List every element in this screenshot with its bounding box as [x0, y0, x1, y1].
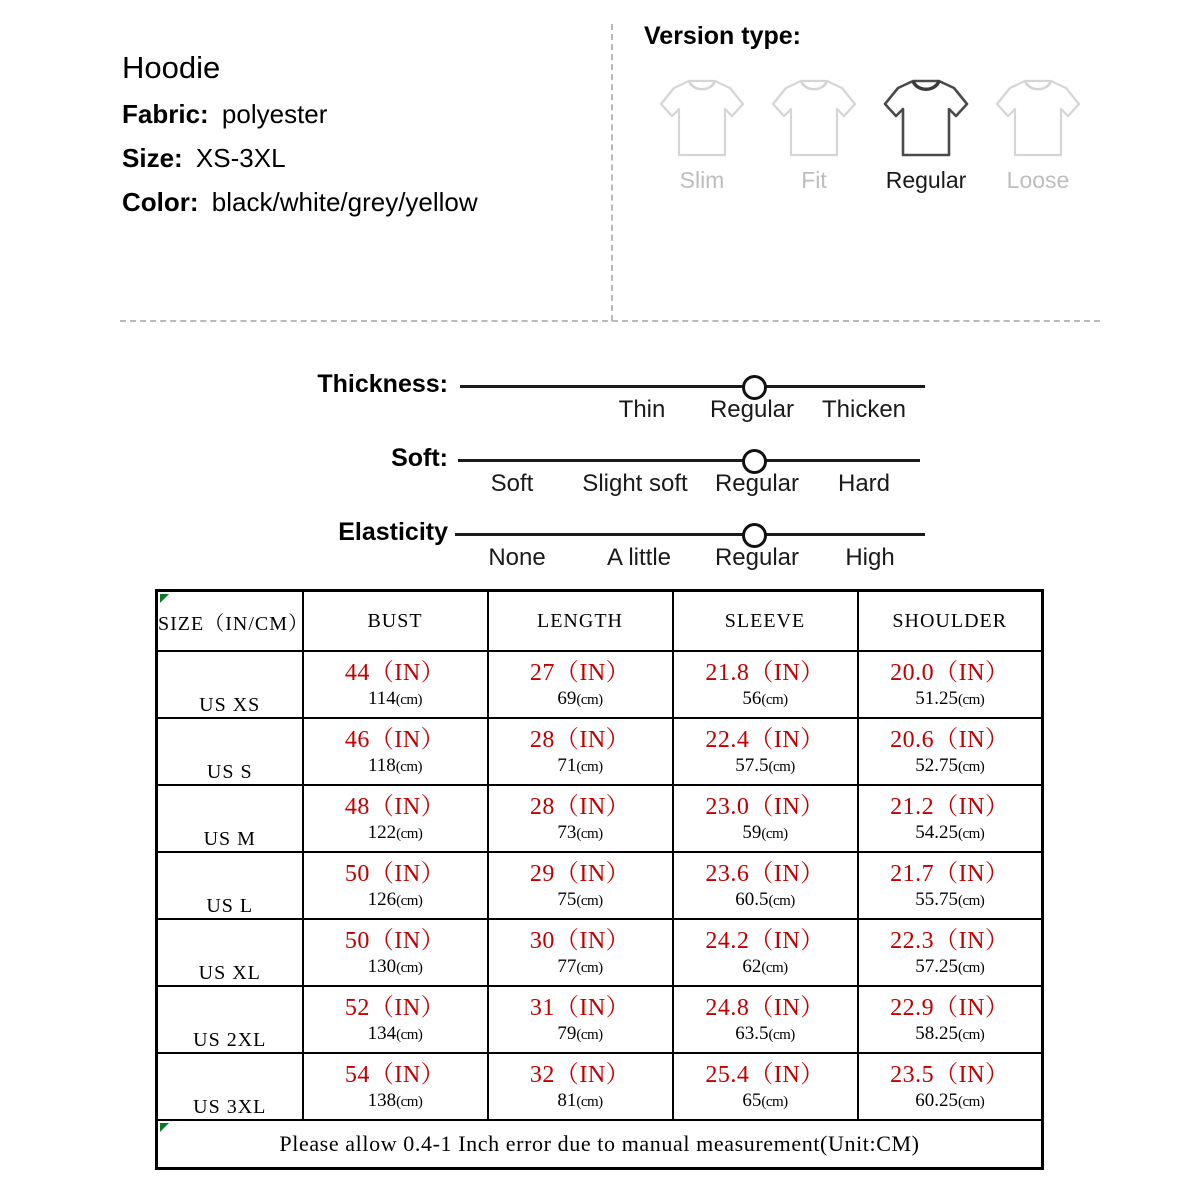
value-inch: 54（IN） [344, 1061, 446, 1088]
cell-bust [303, 919, 488, 986]
value-inch: 21.8（IN） [705, 659, 825, 686]
cell-sleeve [673, 718, 858, 785]
cell-sleeve [673, 919, 858, 986]
value-inch: 22.3（IN） [890, 927, 1010, 954]
value-inch: 29（IN） [529, 860, 631, 887]
cell-length [488, 986, 673, 1053]
value-cm: 81(cm) [557, 1089, 603, 1111]
dashed-horizontal-divider [120, 320, 1100, 322]
version-option-label: Loose [1006, 167, 1070, 193]
value-cm: 51.25(cm) [915, 687, 985, 709]
slider-tick: Soft [490, 470, 534, 497]
column-header-size [157, 591, 309, 652]
size-chart-table [155, 589, 1044, 1170]
product-info-block [122, 52, 602, 233]
cell-shoulder [858, 852, 1043, 919]
row-size-label: US 2XL [157, 986, 303, 1053]
cell-bust [303, 651, 488, 718]
spec-value-fabric: polyester [221, 99, 328, 129]
value-inch: 21.7（IN） [890, 860, 1010, 887]
row-size-label: US L [157, 852, 303, 919]
spec-value-color: black/white/grey/yellow [211, 187, 478, 217]
attribute-label: Soft: [391, 444, 448, 472]
slider-tick: Thicken [821, 396, 907, 423]
table-row [157, 718, 1043, 785]
row-size-label: US XL [157, 919, 303, 986]
slider-track[interactable] [455, 533, 925, 536]
row-size-label: US S [157, 718, 303, 785]
cell-length [488, 852, 673, 919]
value-inch: 32（IN） [529, 1061, 631, 1088]
version-option-label: Slim [679, 167, 725, 193]
product-title: Hoodie [122, 50, 221, 85]
cell-bust [303, 852, 488, 919]
cell-length [488, 1053, 673, 1120]
value-cm: 60.5(cm) [735, 888, 795, 910]
column-header-bust: BUST [303, 591, 488, 652]
spec-label-fabric: Fabric: [122, 99, 209, 129]
product-header-section [0, 0, 1200, 322]
footer-note-cell [157, 1120, 1043, 1169]
value-inch: 23.5（IN） [890, 1061, 1010, 1088]
cell-length [488, 651, 673, 718]
slider-tick: Thin [618, 396, 666, 423]
tshirt-icon [990, 71, 1086, 163]
value-inch: 28（IN） [529, 793, 631, 820]
cell-shoulder [858, 651, 1043, 718]
value-cm: 122(cm) [367, 821, 423, 843]
value-inch: 44（IN） [344, 659, 446, 686]
value-inch: 22.9（IN） [890, 994, 1010, 1021]
value-cm: 62(cm) [742, 955, 788, 977]
row-size-label: US M [157, 785, 303, 852]
value-cm: 130(cm) [367, 955, 423, 977]
value-cm: 55.75(cm) [915, 888, 985, 910]
value-inch: 24.8（IN） [705, 994, 825, 1021]
table-row [157, 852, 1043, 919]
value-inch: 48（IN） [344, 793, 446, 820]
cell-bust [303, 785, 488, 852]
table-row [157, 651, 1043, 718]
slider-tick: None [488, 544, 546, 571]
row-size-label: US XS [157, 651, 303, 718]
value-cm: 118(cm) [367, 754, 423, 776]
slider-tick: Regular [714, 470, 800, 497]
slider-track[interactable] [460, 385, 925, 388]
cell-bust [303, 986, 488, 1053]
value-cm: 73(cm) [557, 821, 603, 843]
value-cm: 59(cm) [742, 821, 788, 843]
cell-marker-icon [160, 1123, 169, 1132]
value-inch: 50（IN） [344, 860, 446, 887]
slider-tick: Regular [709, 396, 795, 423]
cell-sleeve [673, 986, 858, 1053]
value-cm: 57.25(cm) [915, 955, 985, 977]
value-cm: 57.5(cm) [735, 754, 795, 776]
column-header-shoulder: SHOULDER [858, 591, 1043, 652]
version-type-options [646, 71, 1094, 192]
version-option-loose[interactable] [982, 71, 1094, 192]
slider-tick-labels [455, 546, 925, 580]
version-option-regular[interactable] [870, 71, 982, 192]
value-cm: 54.25(cm) [915, 821, 985, 843]
version-option-label: Regular [885, 167, 967, 193]
row-size-label: US 3XL [157, 1053, 303, 1120]
attribute-slider-elasticity [0, 510, 1200, 584]
cell-shoulder [858, 1053, 1043, 1120]
slider-tick-labels [458, 472, 920, 506]
spec-label-color: Color: [122, 187, 199, 217]
cell-shoulder [858, 986, 1043, 1053]
slider-tick: Hard [837, 470, 891, 497]
tshirt-icon [878, 71, 974, 163]
value-inch: 27（IN） [529, 659, 631, 686]
slider-tick: Regular [714, 544, 800, 571]
value-inch: 28（IN） [529, 726, 631, 753]
column-header-label: SIZE（IN/CM） [158, 612, 309, 635]
value-cm: 75(cm) [557, 888, 603, 910]
value-inch: 24.2（IN） [705, 927, 825, 954]
cell-bust [303, 1053, 488, 1120]
value-inch: 21.2（IN） [890, 793, 1010, 820]
version-option-fit[interactable] [758, 71, 870, 192]
spec-label-size: Size: [122, 143, 183, 173]
value-cm: 65(cm) [742, 1089, 788, 1111]
value-inch: 30（IN） [529, 927, 631, 954]
tshirt-icon [766, 71, 862, 163]
cell-length [488, 785, 673, 852]
slider-tick: High [845, 544, 895, 571]
cell-length [488, 718, 673, 785]
dashed-vertical-divider [611, 24, 613, 321]
value-cm: 126(cm) [367, 888, 423, 910]
cell-shoulder [858, 785, 1043, 852]
cell-sleeve [673, 785, 858, 852]
value-inch: 46（IN） [344, 726, 446, 753]
value-cm: 134(cm) [367, 1022, 423, 1044]
value-inch: 20.6（IN） [890, 726, 1010, 753]
attribute-slider-soft [0, 436, 1200, 510]
version-type-title: Version type: [644, 22, 801, 50]
value-cm: 60.25(cm) [915, 1089, 985, 1111]
table-row [157, 986, 1043, 1053]
version-option-slim[interactable] [646, 71, 758, 192]
value-inch: 50（IN） [344, 927, 446, 954]
value-cm: 138(cm) [367, 1089, 423, 1111]
value-cm: 79(cm) [557, 1022, 603, 1044]
value-cm: 52.75(cm) [915, 754, 985, 776]
value-inch: 25.4（IN） [705, 1061, 825, 1088]
table-row [157, 919, 1043, 986]
attribute-label: Thickness: [317, 370, 448, 398]
slider-tick-labels [460, 398, 925, 432]
size-chart-table-wrapper [155, 589, 1041, 1170]
slider-tick: Slight soft [582, 470, 688, 497]
spec-value-size: XS-3XL [195, 143, 286, 173]
footer-note-text: Please allow 0.4-1 Inch error due to manual measurement(Unit:CM) [279, 1131, 920, 1156]
slider-tick: A little [606, 544, 672, 571]
attribute-slider-thickness [0, 362, 1200, 436]
slider-track[interactable] [458, 459, 920, 462]
attribute-sliders-section [0, 362, 1200, 582]
cell-sleeve [673, 1053, 858, 1120]
value-inch: 20.0（IN） [890, 659, 1010, 686]
attribute-label: Elasticity [338, 518, 448, 546]
tshirt-icon [654, 71, 750, 163]
cell-shoulder [858, 718, 1043, 785]
value-cm: 71(cm) [557, 754, 603, 776]
cell-sleeve [673, 852, 858, 919]
value-cm: 114(cm) [367, 687, 423, 709]
value-cm: 63.5(cm) [735, 1022, 795, 1044]
value-inch: 23.0（IN） [705, 793, 825, 820]
value-cm: 77(cm) [557, 955, 603, 977]
table-row [157, 1053, 1043, 1120]
spec-row-color [122, 189, 602, 215]
spec-row-size [122, 145, 602, 171]
version-type-block [644, 24, 1094, 192]
cell-length [488, 919, 673, 986]
value-cm: 58.25(cm) [915, 1022, 985, 1044]
column-header-length: LENGTH [488, 591, 673, 652]
value-inch: 52（IN） [344, 994, 446, 1021]
value-inch: 31（IN） [529, 994, 631, 1021]
cell-bust [303, 718, 488, 785]
spec-row-fabric [122, 101, 602, 127]
version-option-label: Fit [801, 167, 827, 193]
value-inch: 22.4（IN） [705, 726, 825, 753]
cell-shoulder [858, 919, 1043, 986]
value-cm: 56(cm) [742, 687, 788, 709]
cell-sleeve [673, 651, 858, 718]
value-inch: 23.6（IN） [705, 860, 825, 887]
cell-marker-icon [160, 594, 169, 603]
table-row [157, 785, 1043, 852]
table-header-row [157, 591, 1043, 652]
table-footer-row [157, 1120, 1043, 1169]
column-header-sleeve: SLEEVE [673, 591, 858, 652]
value-cm: 69(cm) [557, 687, 603, 709]
